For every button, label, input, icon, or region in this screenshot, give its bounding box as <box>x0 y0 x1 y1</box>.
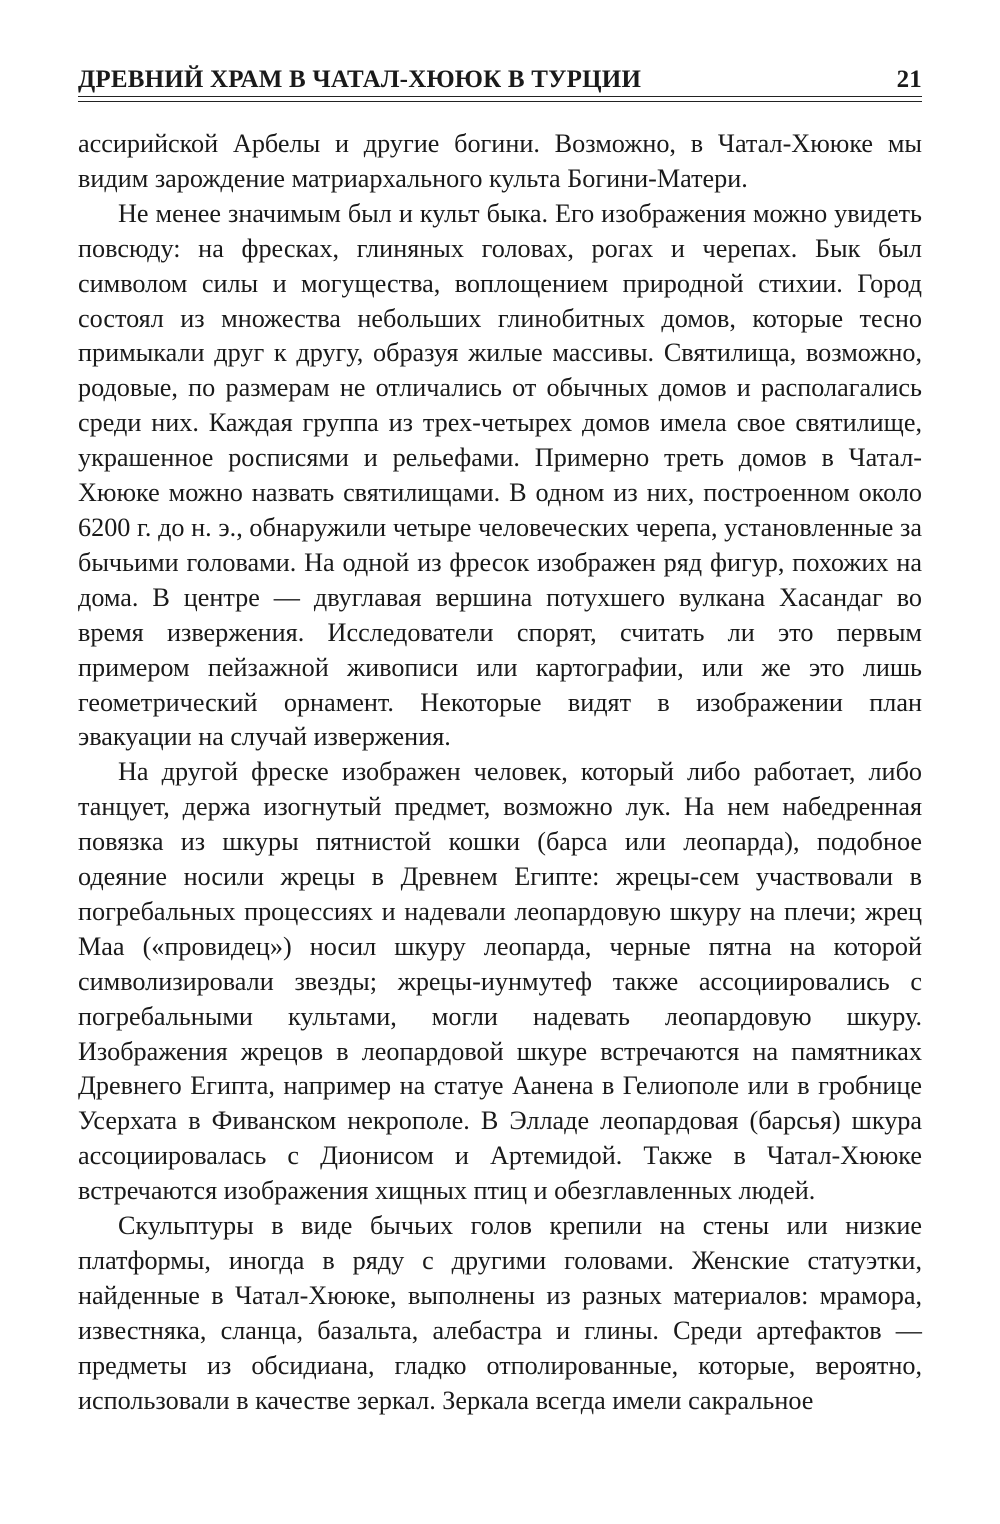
header-rule-bottom <box>78 101 922 102</box>
paragraph: Не менее значимым был и культ быка. Его изображения можно увидеть повсюду: на фресках, глиняных головах, рогах и черепах. Бык был символом силы и могущества, воплощением природной стихии. Город состоял из множества небольших глинобитных домов, которые тесно примыкали друг к другу, образуя жилые массивы. Святилища, возможно, родовые, по размерам не отличались от обычных домов и располагались среди них. Каждая группа из трех-четырех домов имела свое святилище, украшенное росписями и рельефами. Примерно треть домов в Чатал-Хююке можно назвать святилищами. В одном из них, построенном около 6200 г. до н. э., обнаружили четыре человеческих черепа, установленные за бычьими головами. На одной из фресок изображен ряд фигур, похожих на дома. В центре — двуглавая вершина потухшего вулкана Хасандаг во время извержения. Исследователи спорят, считать ли это первым примером пейзажной живописи или картографии, или же это лишь геометрический орнамент. Некоторые видят в изображении план эвакуации на случай извержения. <box>78 198 922 752</box>
chapter-title: ДРЕВНИЙ ХРАМ В ЧАТАЛ-ХЮЮК В ТУРЦИИ <box>78 66 642 93</box>
paragraph-continued: ассирийской Арбелы и другие богини. Возможно, в Чатал-Хююке мы видим зарождение матриархального культа Богини-Матери. <box>78 129 922 193</box>
body-text <box>78 127 922 1419</box>
paragraph: На другой фреске изображен человек, который либо работает, либо танцует, держа изогнутый предмет, возможно лук. На нем набедренная повязка из шкуры пятнистой кошки (барса или леопарда), подобное одеяние носили жрецы в Древнем Египте: жрецы-сем участвовали в погребальных процессиях и надевали леопардовую шкуру на плечи; жрец Маа («провидец») носил шкуру леопарда, черные пятна на которой символизировали звезды; жрецы-иунмутеф также ассоциировались с погребальными культами, могли надевать леопардовую шкуру. Изображения жрецов в леопардовой шкуре встречаются на памятниках Древнего Египта, например на статуе Аанена в Гелиополе или в гробнице Усерхата в Фиванском некрополе. В Элладе леопардовая (барсья) шкура ассоциировалась с Дионисом и Артемидой. Также в Чатал-Хююке встречаются изображения хищных птиц и обезглавленных людей. <box>78 757 922 1206</box>
header-rule-top <box>78 96 922 97</box>
running-head <box>78 54 922 94</box>
paragraph: Скульптуры в виде бычьих голов крепили на стены или низкие платформы, иногда в ряду с другими головами. Женские статуэтки, найденные в Чатал-Хююке, выполнены из разных материалов: мрамора, известняка, сланца, базальта, алебастра и глины. Среди артефактов — предметы из обсидиана, гладко отполированные, которые, вероятно, использовали в качестве зеркал. Зеркала всегда имели сакральное <box>78 1211 922 1415</box>
page-number: 21 <box>896 66 922 93</box>
